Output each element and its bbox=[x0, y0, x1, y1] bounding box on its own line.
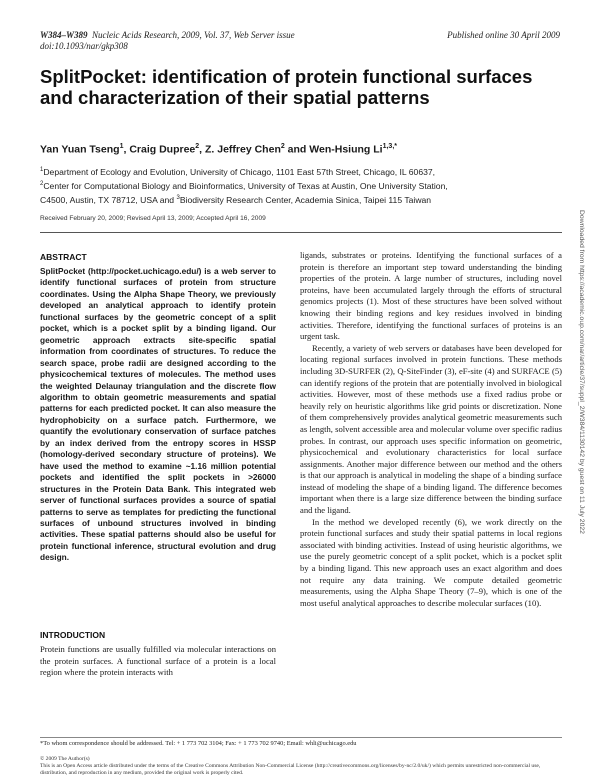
introduction-heading: INTRODUCTION bbox=[40, 630, 106, 640]
author-name: Wen-Hsiung Li bbox=[309, 143, 383, 156]
published-date: Published online 30 April 2009 bbox=[447, 30, 560, 40]
author-affiliation-mark: 1,3,* bbox=[382, 143, 397, 150]
footnote-divider bbox=[40, 737, 562, 738]
author-name: Z. Jeffrey Chen bbox=[205, 143, 281, 156]
affiliation-line bbox=[40, 192, 560, 206]
copyright-line: © 2009 The Author(s) bbox=[40, 756, 90, 762]
doi: doi:10.1093/nar/gkp308 bbox=[40, 41, 128, 51]
journal-citation: Nucleic Acids Research, 2009, Vol. 37, Web Server issue bbox=[92, 30, 295, 40]
article-title: SplitPocket: identification of protein functional surfaces and characterization of their spatial patterns bbox=[40, 66, 533, 108]
affiliation-text: Biodiversity Research Center, Academia Sinica, Taipei 115 Taiwan bbox=[179, 194, 432, 205]
abstract-heading: ABSTRACT bbox=[40, 252, 87, 262]
author-name: Craig Dupree bbox=[129, 143, 196, 156]
author-affiliation-mark: 2 bbox=[195, 143, 200, 150]
page-range: W384–W389 bbox=[40, 30, 88, 40]
paragraph: In the method we developed recently (6), we work directly on the protein functional surfaces and study their spatial patterns in local regions associated with binding activities. Instead of using heuristic algorithms, we use the purely geometric concept of a split pocket, which is a pocket split by a binding ligand. This new approach uses an exact algorithm and does not require any data training. We compute detailed geometric measurements, using the Alpha Shape Theory (7–9), which is one of the most useful analytical approaches to describe molecular surfaces (10). bbox=[300, 516, 562, 608]
introduction-text bbox=[40, 644, 276, 734]
affiliation-mark: 2 bbox=[40, 180, 44, 187]
affiliation-text: C4500, Austin, TX 78712, USA and bbox=[40, 194, 177, 205]
affiliation-mark: 3 bbox=[176, 194, 180, 201]
correspondence-note: *To whom correspondence should be addressed. Tel: + 1 773 702 3104; Fax: + 1 773 702 9740; Email: whli@uchicago.edu bbox=[40, 740, 357, 747]
affiliation-mark: 1 bbox=[40, 167, 44, 173]
author-affiliation-mark: 1 bbox=[119, 143, 124, 150]
affiliation-text: Center for Computational Biology and Bioinformatics, University of Texas at Austin, One University Station, bbox=[43, 180, 448, 191]
abstract-text: SplitPocket (http://pocket.uchicago.edu/) is a web server to identify functional surfaces of protein from structure coordinates. Using the Alpha Shape Theory, we previously developed an analytical approach to identify protein functional surfaces by the geometric concept of a split pocket, which is a pocket split by a binding ligand. Our geometric approach extracts site-specific spatial information from coordinates of structures. To reduce the search space, probe radii are designed according to the physicochemical textures of molecules. The method uses the weighted Delaunay triangulation and the discrete flow algorithm to obtain geometric measurements and spatial patterns for each predicted pocket. It can also measure the hydrophobicity on a surface patch. Furthermore, we quantify the evolutionary conservation of surface patches by an index derived from the entropy scores in HSSP (homology-derived secondary structure of proteins). We have used the method to examine ~1.16 million potential pockets and identified the split pockets in >26000 structures in the Protein Data Bank. This integrated web server of functional surfaces provides a source of spatial patterns to serve as templates for predicting the functional surfaces of unbound structures involved in binding activities. These spatial patterns should also be useful for protein functional inference, structural evolution and drug design. bbox=[40, 266, 276, 563]
affiliations bbox=[40, 164, 560, 206]
journal-line bbox=[40, 30, 295, 41]
running-header-left bbox=[40, 30, 295, 52]
license-text: This is an Open Access article distributed under the terms of the Creative Commons Attribution Non-Commercial License (http://creativecommons.org/licenses/by-nc/2.0/uk/) which permits unrestricted non-commercial use, distribution, and reproduction in any medium, provided the original work is properly cited. bbox=[40, 763, 541, 776]
paragraph: ligands, substrates or proteins. Identifying the functional surfaces of a protein is therefore an important step toward understanding the binding properties of the protein. A large number of structures, including novel proteins, have been accumulated largely through the efforts of structural genomics projects (1). Most of these structures have been solved without knowing their binding regions and key residues involved in binding activities. Therefore, identifying the functional surfaces of proteins is an urgent task. bbox=[300, 250, 562, 342]
affiliation-line bbox=[40, 164, 560, 178]
paragraph: Recently, a variety of web servers or databases have been developed for locating regional surfaces involved in protein functions. These methods including 3D-SURFER (2), Q-SiteFinder (3), eF-site (4) and SURFACE (5) can identify regions of the protein that are potentially involved in biological activities. However, most of these methods use a fixed radius probe or heavily rely on heuristic algorithms like grid points or discretization. None of them comprehensively provides analytical geometric measurements such as length, solvent accessible area and molecular volume over specific radius probes. In contrast, our approach uses specific information on geometric, physicochemical and evolutionary characteristics for local surface assignments. Another major difference between our method and the others is that our approach is analytical in modeling the shape of a binding surface instead of modeling the shape of a binding ligand. The difference becomes important when there is a large size difference between the binding surface and the ligand. bbox=[300, 342, 562, 516]
author-list: Yan Yuan Tseng$^1$, Craig Dupree$^2$, Z. Jeffrey Chen$^2$ and Wen-Hsiung $Li^{1,3,*}$ bbox=[40, 143, 397, 156]
received-dates: Received February 20, 2009; Revised April 13, 2009; Accepted April 16, 2009 bbox=[40, 215, 266, 222]
download-watermark: Downloaded from https://academic.oup.com/nar/article/37/suppl_2/W384/1130142 by guest on 11 July 2022 bbox=[578, 210, 585, 534]
paragraph: Protein functions are usually fulfilled via molecular interactions on the protein surfaces. A functional surface of a protein is a local region where the protein interacts with bbox=[40, 644, 276, 678]
license-note bbox=[40, 756, 560, 777]
affiliation-text: Department of Ecology and Evolution, University of Chicago, 1101 East 57th Street, Chicago, IL 60637, bbox=[43, 166, 436, 177]
affiliation-line bbox=[40, 178, 560, 192]
author-affiliation-mark: 2 bbox=[280, 143, 285, 150]
author-name: Yan Yuan Tseng bbox=[40, 143, 120, 156]
body-right-column bbox=[300, 250, 562, 734]
header-divider bbox=[40, 232, 562, 233]
